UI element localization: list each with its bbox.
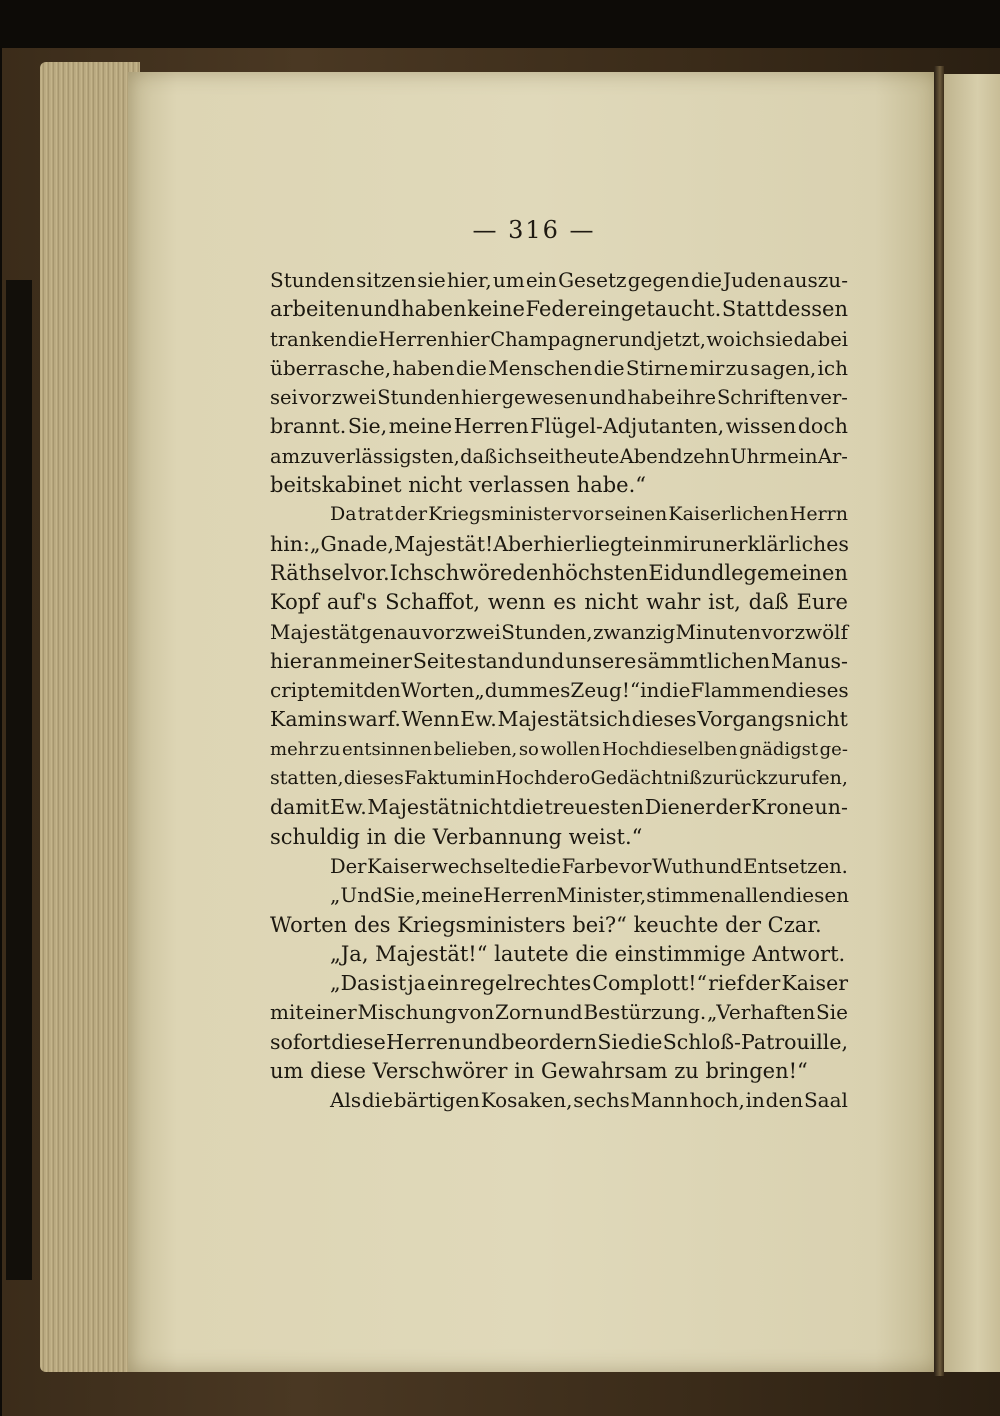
word: Räthsel	[270, 560, 351, 585]
word: haben	[392, 355, 455, 380]
word: wechselte	[431, 854, 530, 878]
word: belieben,	[433, 738, 518, 760]
word: sämmtlichen	[637, 648, 771, 673]
word: meiner	[338, 648, 413, 673]
word: Juden	[723, 268, 782, 292]
word: Kopf	[270, 590, 319, 615]
word: meine	[388, 414, 453, 439]
word: und	[618, 327, 656, 351]
word: Gedächtniß	[590, 767, 702, 790]
word: vor	[572, 503, 604, 526]
word: die	[455, 355, 487, 380]
word: Krone	[751, 795, 814, 820]
text-line	[270, 881, 848, 910]
word: Abend	[619, 444, 683, 468]
word: und	[544, 1000, 583, 1025]
word: Wuth	[652, 854, 705, 878]
word: Kriegsminister	[428, 503, 571, 526]
word: den	[363, 678, 401, 703]
word: auf's	[326, 590, 378, 615]
word: zu	[725, 355, 749, 380]
word: wollen	[540, 738, 601, 760]
word: Mischung	[357, 1000, 458, 1025]
word: Kaiser	[367, 854, 431, 878]
word: Eure	[796, 590, 848, 615]
word: vor	[298, 386, 331, 410]
word: Worten	[400, 678, 475, 703]
word: Faktum	[404, 767, 477, 790]
word: zu	[319, 738, 341, 760]
word: Kamins	[270, 707, 348, 732]
word: einer	[304, 1000, 357, 1025]
word: ge-	[819, 738, 848, 760]
word: Schaffot,	[385, 590, 481, 615]
word: den	[512, 560, 552, 585]
word: ein	[525, 268, 557, 292]
text-line-content: beitskabinet nicht verlassen habe.“	[270, 473, 646, 498]
word: mit	[329, 678, 364, 703]
word: ihre	[676, 386, 717, 410]
word: Minuten	[675, 619, 761, 644]
word: Sie	[816, 1000, 848, 1025]
text-line	[270, 852, 848, 881]
word: Entsetzen.	[743, 854, 848, 878]
text-line	[270, 266, 848, 295]
word: Stunden	[270, 268, 356, 292]
page-edges	[40, 62, 140, 1372]
word: mir	[663, 531, 700, 556]
word: Sie,	[382, 883, 422, 908]
word: zwei	[454, 619, 501, 644]
word: warf.	[347, 707, 401, 732]
text-line-content: schuldig in die Verbannung weist.“	[270, 824, 643, 849]
word: nicht	[795, 707, 848, 732]
word: entsinnen	[342, 738, 432, 760]
word: Schloß-Patrouille,	[662, 1029, 848, 1054]
text-line	[270, 412, 848, 441]
text-line	[270, 442, 848, 471]
word: brannt.	[270, 414, 347, 439]
text-line	[270, 383, 848, 412]
word: Zorn	[495, 1000, 544, 1025]
word: Saal	[803, 1088, 848, 1113]
word: wenn	[487, 590, 546, 615]
word: und	[588, 386, 627, 410]
word: stimmen	[646, 883, 734, 908]
word: den	[765, 1088, 804, 1113]
word: trat	[357, 503, 394, 526]
word: dieses	[343, 767, 404, 790]
word: Hochdieselben	[601, 738, 738, 760]
word: zwanzig	[592, 619, 676, 644]
word: Farbe	[561, 854, 619, 878]
word: Ew.	[460, 707, 497, 732]
word: dieses	[631, 707, 697, 732]
word: hier	[270, 648, 312, 673]
word: mehr	[270, 738, 318, 760]
word: „Und	[330, 883, 383, 908]
word: liegt	[584, 531, 632, 556]
word: Statt	[721, 297, 775, 322]
word: Complott!“	[592, 971, 708, 996]
word: Sie,	[347, 414, 388, 439]
word: Kaiserlichen	[668, 503, 789, 526]
word: die	[347, 327, 378, 351]
text-line	[270, 940, 848, 969]
word: damit	[270, 795, 330, 820]
word: beordern	[501, 1029, 598, 1054]
word: vor	[421, 619, 455, 644]
word: meine	[421, 883, 484, 908]
word: treuesten	[544, 795, 645, 820]
word: Gesetz	[558, 268, 627, 292]
word: sei	[270, 386, 298, 410]
word: zuverlässigsten,	[300, 444, 460, 468]
text-line	[270, 471, 848, 500]
text-line	[270, 705, 848, 734]
text-line	[270, 1086, 848, 1115]
word: in	[745, 1088, 765, 1113]
word: Uhr	[730, 444, 769, 468]
word: dessen	[774, 297, 848, 322]
word: arbeiten	[270, 297, 360, 322]
word: sie	[417, 268, 446, 292]
word: sie	[765, 327, 794, 351]
word: wissen	[725, 414, 797, 439]
text-line	[270, 764, 848, 793]
word: Hochdero	[495, 767, 591, 790]
word: auszu-	[782, 268, 848, 292]
word: bärtigen	[393, 1088, 480, 1113]
word: „Gnade,	[309, 531, 395, 556]
word: Da	[330, 503, 357, 526]
word: in	[476, 767, 496, 790]
word: und	[360, 297, 401, 322]
text-line	[270, 998, 848, 1027]
word: die	[361, 1088, 393, 1113]
word: gegen	[627, 268, 690, 292]
word: Stunden	[377, 386, 461, 410]
word: am	[270, 444, 301, 468]
word: rief	[708, 971, 745, 996]
word: wahr	[646, 590, 701, 615]
word: ich	[735, 327, 765, 351]
facing-page	[944, 74, 1000, 1372]
word: höchsten	[551, 560, 649, 585]
word: „Das	[330, 971, 380, 996]
word: allen	[733, 883, 784, 908]
word: Herren	[453, 414, 529, 439]
word: die	[630, 1029, 663, 1054]
word: Kaiser	[781, 971, 848, 996]
word: dieses	[785, 678, 849, 703]
word: genau	[359, 619, 422, 644]
word: die	[690, 268, 723, 292]
word: seinen	[604, 503, 668, 526]
word: dabei	[793, 327, 848, 351]
word: und	[461, 1029, 501, 1054]
word: Flügel-Adjutanten,	[530, 414, 725, 439]
word: cripte	[270, 678, 330, 703]
text-line	[270, 559, 848, 588]
text-line	[270, 823, 848, 852]
text-line	[270, 295, 848, 324]
word: „dummes	[474, 678, 571, 703]
word: lege	[724, 560, 770, 585]
text-line	[270, 735, 848, 764]
word: so	[518, 738, 539, 760]
word: Menschen	[488, 355, 593, 380]
word: eingetaucht.	[587, 297, 722, 322]
text-line	[270, 325, 848, 354]
text-line	[270, 530, 848, 559]
word: sagen,	[750, 355, 817, 380]
text-line-content: „Ja, Majestät!“ lautete die einstimmige Antwort.	[330, 941, 846, 966]
word: die	[659, 678, 691, 703]
word: hier,	[446, 268, 492, 292]
word: sofort	[270, 1029, 331, 1054]
text-line	[270, 588, 848, 617]
word: tranken	[270, 327, 348, 351]
word: ein	[427, 971, 459, 996]
word: Kosaken,	[480, 1088, 573, 1113]
word: hin:	[270, 531, 310, 556]
word: Bestürzung.	[583, 1000, 707, 1025]
word: der	[394, 503, 428, 526]
word: Seite	[412, 648, 466, 673]
word: und	[705, 854, 743, 878]
word: diese	[331, 1029, 386, 1054]
word: der	[745, 971, 781, 996]
text-line	[270, 1028, 848, 1057]
word: diesen	[783, 883, 850, 908]
word: zurückzurufen,	[702, 767, 848, 790]
word: der	[715, 795, 751, 820]
word: ja	[407, 971, 426, 996]
word: Ar-	[817, 444, 848, 468]
word: Flammen	[690, 678, 786, 703]
word: ein	[631, 531, 664, 556]
word: Majestät	[367, 795, 459, 820]
body-text	[270, 266, 848, 1116]
text-line	[270, 676, 848, 705]
text-line	[270, 647, 848, 676]
word: ich	[817, 355, 848, 380]
page-gutter	[934, 66, 944, 1376]
word: mit	[270, 1000, 304, 1025]
word: daß	[460, 444, 498, 468]
text-line	[270, 1057, 848, 1086]
page-number: — 316 —	[472, 216, 596, 244]
word: Mann	[630, 1088, 689, 1113]
word: „Verhaften	[707, 1000, 816, 1025]
word: ich	[497, 444, 528, 468]
word: Majestät!	[394, 531, 494, 556]
word: sich	[589, 707, 631, 732]
word: Als	[330, 1088, 362, 1113]
word: Feder	[525, 297, 588, 322]
word: hier	[543, 531, 585, 556]
word: meinen	[769, 560, 848, 585]
word: Aber	[493, 531, 544, 556]
word: keine	[467, 297, 525, 322]
word: zwei	[331, 386, 377, 410]
word: unsere	[565, 648, 637, 673]
word: un-	[814, 795, 848, 820]
word: von	[458, 1000, 495, 1025]
text-line	[270, 969, 848, 998]
text-line	[270, 911, 848, 940]
word: ist	[380, 971, 407, 996]
word: an	[312, 648, 338, 673]
text-line	[270, 793, 848, 822]
word: in	[640, 678, 660, 703]
word: mir	[689, 355, 725, 380]
word: hier	[461, 386, 501, 410]
word: die	[512, 795, 544, 820]
word: jetzt,	[656, 327, 706, 351]
book-spine	[6, 280, 32, 1280]
word: Herrn	[789, 503, 848, 526]
word: Majestät	[497, 707, 589, 732]
word: mein	[768, 444, 818, 468]
word: vor	[619, 854, 652, 878]
word: wo	[706, 327, 735, 351]
word: sechs	[573, 1088, 630, 1113]
word: Stunden,	[501, 619, 593, 644]
word: doch	[797, 414, 848, 439]
word: die	[593, 355, 625, 380]
word: Herren	[483, 883, 557, 908]
word: Zeug!“	[570, 678, 641, 703]
word: seit	[527, 444, 564, 468]
word: hoch,	[689, 1088, 745, 1113]
word: Majestät	[270, 619, 359, 644]
word: gnädigst	[739, 738, 819, 760]
word: statten,	[270, 767, 344, 790]
word: Ich	[389, 560, 424, 585]
word: Sie	[597, 1029, 631, 1054]
word: nicht	[458, 795, 512, 820]
word: gewesen	[501, 386, 588, 410]
text-line	[270, 618, 848, 647]
word: Diener	[644, 795, 715, 820]
word: zwölf	[794, 619, 848, 644]
word: Minister,	[556, 883, 647, 908]
word: es	[553, 590, 577, 615]
word: und	[683, 560, 725, 585]
word: vor.	[350, 560, 390, 585]
text-line-content: um diese Verschwörer in Gewahrsam zu bringen!“	[270, 1059, 808, 1084]
word: stand	[466, 648, 525, 673]
text-line-content: Worten des Kriegsministers bei?“ keuchte der Czar.	[270, 912, 822, 937]
text-line	[270, 500, 848, 529]
word: Schriften	[716, 386, 809, 410]
word: Champagner	[490, 327, 618, 351]
word: ist,	[708, 590, 741, 615]
word: unerklärliches	[699, 531, 849, 556]
word: und	[524, 648, 565, 673]
word: ver-	[809, 386, 848, 410]
word: die	[530, 854, 561, 878]
word: regelrechtes	[460, 971, 592, 996]
word: daß	[748, 590, 789, 615]
word: hier	[450, 327, 490, 351]
word: Vorgangs	[697, 707, 795, 732]
word: Herren	[386, 1029, 462, 1054]
text-line	[270, 354, 848, 383]
word: Wenn	[401, 707, 460, 732]
word: Manus-	[770, 648, 848, 673]
word: vor	[761, 619, 795, 644]
word: nicht	[584, 590, 639, 615]
word: Stirne	[625, 355, 689, 380]
word: überrasche,	[270, 355, 392, 380]
word: Herren	[378, 327, 450, 351]
word: Der	[330, 854, 367, 878]
word: Eid	[648, 560, 684, 585]
word: sitzen	[356, 268, 417, 292]
word: schwöre	[423, 560, 513, 585]
word: heute	[563, 444, 620, 468]
word: zehn	[683, 444, 730, 468]
word: habe	[627, 386, 676, 410]
word: um	[492, 268, 525, 292]
word: haben	[401, 297, 467, 322]
word: Ew.	[330, 795, 367, 820]
